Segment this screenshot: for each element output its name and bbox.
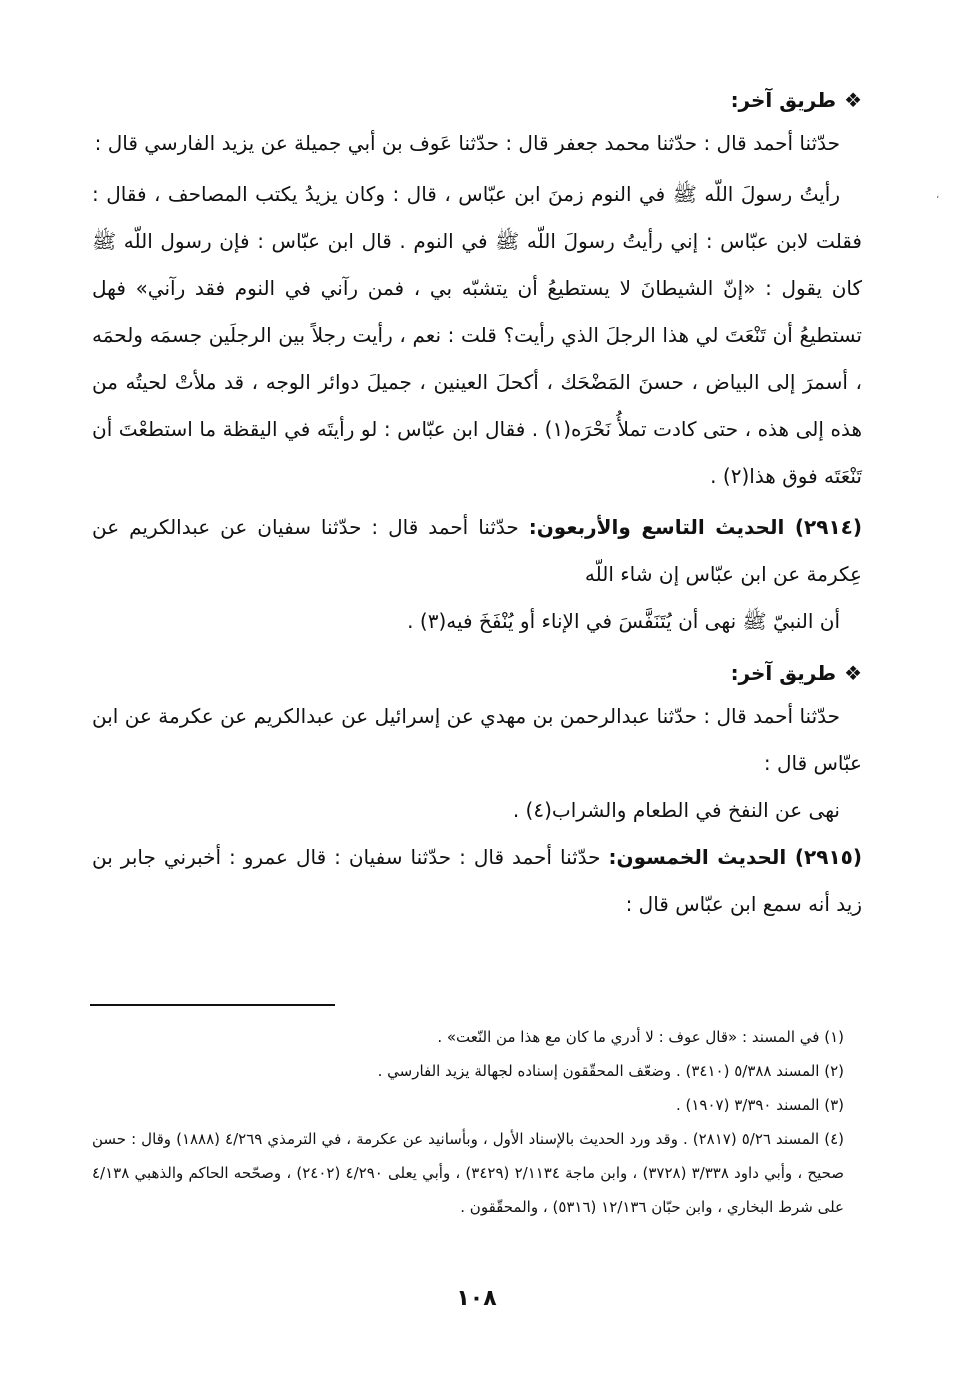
heading-text: طريق آخر: [730,661,837,685]
footnote: (٤) المسند ٥/٢٦ (٢٨١٧) . وقد ورد الحديث بالإسناد الأول ، وبأسانيد عن عكرمة ، في الترمذي ٤/٢٦٩ (١٨٨٨) وقال : حسن صحيح ، وأبي داود ٣/٣٣٨ (٣٧٢٨) ، وابن ماجة ٢/١١٣٤ (٣٤٢٩) ، وأبي يعلى ٤/٢٩٠ (٢٤٠٢) ، وصحّحه الحاكم والذهبي ٤/١٣٨ على شرط البخاري ، وابن حبّان ١٢/١٣٦ (٥٣١٦) ، والمحقّقون . [92,1130,845,1216]
main-text [92,72,862,928]
footnotes [92,1020,844,1224]
section-heading [92,80,862,120]
paragraph: رأيتُ رسولَ اللّه ﷺ في النوم زمنَ ابن عبّاس ، قال : وكان يزيدُ يكتب المصاحف ، فقال : فقلت لابن عبّاس : إني رأيتُ رسولَ اللّه ﷺ في النوم . قال ابن عبّاس : فإن رسول اللّه ﷺ كان يقول : «إنّ الشيطانَ لا يستطيعُ أن يتشبّه بي ، فمن رآني في النوم فقد رآني» فهل تستطيعُ أن تَنْعَتَ لي هذا الرجلَ الذي رأيت؟ قلت : نعم ، رأيت رجلاً بين الرجلَين جسمَه ولحمَه ، أسمرَ إلى البياض ، حسنَ المَضْحَك ، أكحلَ العينين ، جميلَ دوائر الوجه ، قد ملأتْ لحيتُه من هذه إلى هذه ، حتى كادت تملأُ نَحْرَه(١) . فقال ابن عبّاس : لو رأيتَه في اليقظة ما استطعْتَ أن تَنْعَتَه فوق هذا(٢) . [92,182,862,488]
diamond-bullet-icon: ❖ [844,88,862,112]
hadith-paragraph [92,504,862,598]
hadith-number: (٢٩١٥) الحديث الخمسون: [608,845,862,869]
footnote: (٢) المسند ٥/٣٨٨ (٣٤١٠) . وضعّف المحقّقون إسناده لجهالة يزيد الفارسي . [377,1062,844,1080]
heading-text: طريق آخر: [730,88,837,112]
hadith-text: حدّثنا أحمد قال : حدّثنا سفيان : قال عمرو : أخبرني جابر بن زيد أنه سمع ابن عبّاس قال : [92,845,862,916]
footnote: (٣) المسند ٣/٣٩٠ (١٩٠٧) . [675,1096,844,1114]
paragraph: حدّثنا أحمد قال : حدّثنا محمد جعفر قال : حدّثنا عَوف بن أبي جميلة عن يزيد الفارسي قال : [94,131,840,155]
paragraph: أن النبيّ ﷺ نهى أن يُتَنَفَّسَ في الإناء أو يُنْفَخَ فيه(٣) . [407,609,840,633]
margin-mark: ، [936,190,940,201]
footnote-divider [90,1004,335,1006]
paragraph: نهى عن النفخ في الطعام والشراب(٤) . [512,798,840,822]
paragraph: حدّثنا أحمد قال : حدّثنا عبدالرحمن بن مهدي عن إسرائيل عن عبدالكريم عن عكرمة عن ابن عبّاس قال : [92,704,862,775]
hadith-text: حدّثنا أحمد قال : حدّثنا سفيان عن عبدالكريم عن عِكرمة عن ابن عبّاس إن شاء اللّه [92,515,862,586]
hadith-number: (٢٩١٤) الحديث التاسع والأربعون: [528,515,862,539]
hadith-paragraph [92,834,862,928]
diamond-bullet-icon: ❖ [844,661,862,685]
page-number: ١٠٨ [456,1286,497,1311]
footnote: (١) في المسند : «قال عوف : لا أدري ما كان مع هذا من النّعت» . [437,1028,844,1046]
section-heading [92,653,862,693]
